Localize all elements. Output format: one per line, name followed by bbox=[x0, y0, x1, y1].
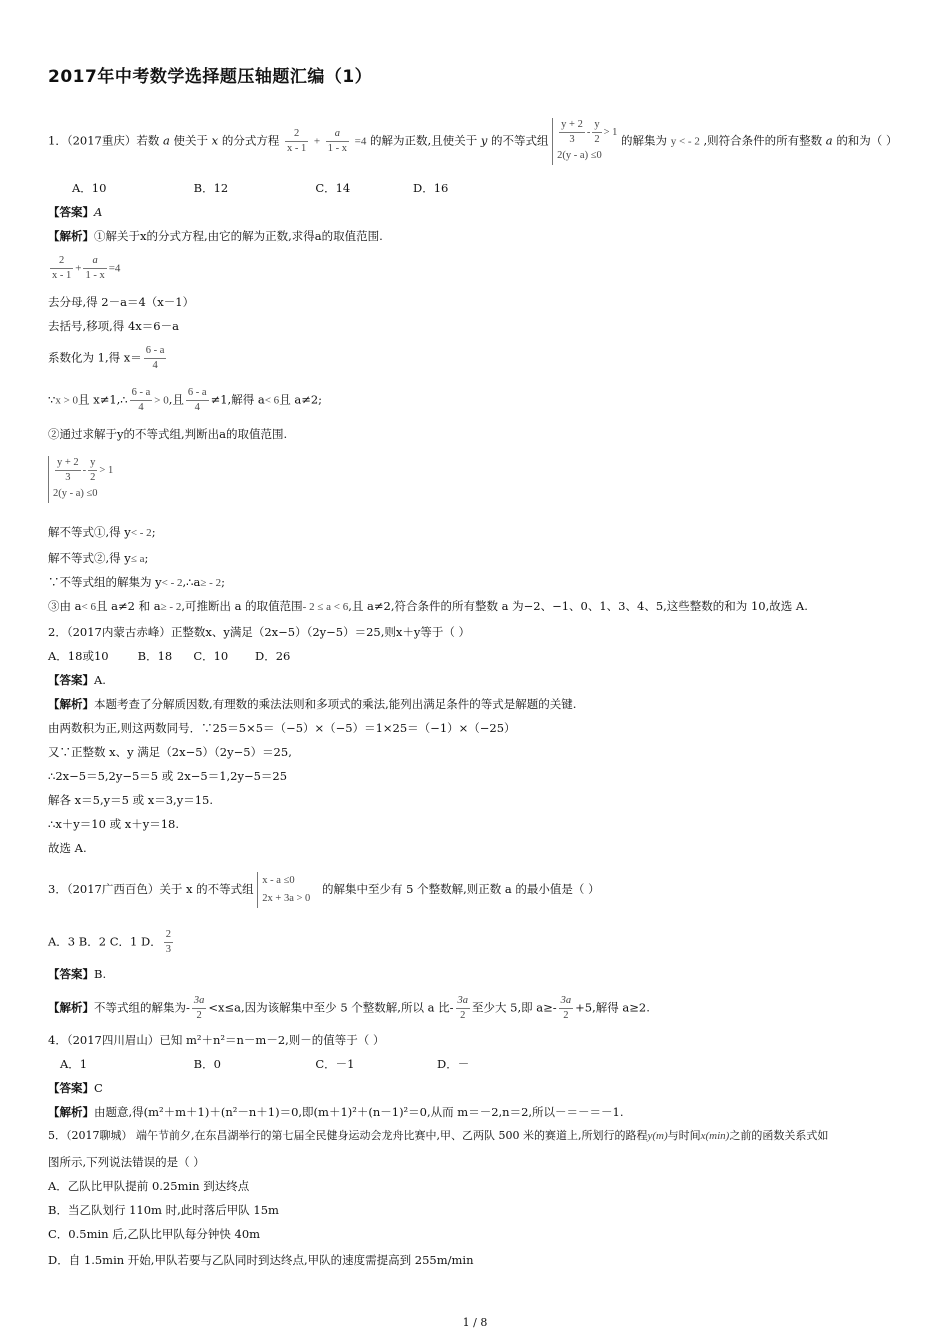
q1-analysis-line-1: 【解析】①解关于x的分式方程,由它的解为正数,求得a的取值范围. bbox=[48, 229, 383, 243]
q5-stem-line-2: 图所示,下列说法错误的是（ ） bbox=[48, 1155, 205, 1169]
q2-stem: 2．（2017内蒙古赤峰）正整数x、y满足（2x−5）（2y−5）＝25,则x＋y等于（ ） bbox=[48, 625, 471, 639]
q3-analysis: 【解析】不等式组的解集为- $\frac{3a}{2}$ <x≤a,因为该解集中至少 5 个整数解,所以 a 比- $\frac{3a}{2}$ 至少大 5,即 a≥- $\frac{3a}{2}$ +5,解得 a≥2. bbox=[48, 995, 650, 1021]
q4-answer: 【答案】C bbox=[48, 1081, 103, 1095]
q4-options bbox=[60, 1056, 469, 1072]
q5-option-b: B．当乙队划行 110m 时,此时落后甲队 15m bbox=[48, 1203, 279, 1217]
q1-analysis-system: $\frac{y + 2}{3}$ - $\frac{y}{2}$ > 1 2(y - a) ≤0 bbox=[48, 456, 113, 503]
q1-options bbox=[72, 180, 448, 196]
q1-option-d: D．16 bbox=[412, 181, 449, 195]
q1-analysis-line-9: 解不等式②,得 y≤ a; bbox=[48, 551, 149, 565]
q2-analysis-line-2: 由两数积为正,则这两数同号．∵25＝5×5＝（−5）×（−5）＝1×25＝（−1）×（−25） bbox=[48, 721, 516, 735]
page-number: 1 / 8 bbox=[462, 1316, 488, 1329]
q1-analysis-line-8: 解不等式①,得 y< - 2; bbox=[48, 525, 156, 539]
q1-option-a: A．10 bbox=[72, 181, 107, 195]
q2-analysis-line-6: ∴x＋y＝10 或 x＋y＝18. bbox=[48, 817, 180, 831]
q4-option-d: D．－ bbox=[436, 1057, 470, 1071]
q3-answer: 【答案】B. bbox=[48, 967, 107, 981]
q2-analysis-line-3: 又∵正整数 x、y 满足（2x−5）（2y−5）＝25, bbox=[48, 745, 292, 759]
q2-analysis-line-4: ∴2x−5＝5,2y−5＝5 或 2x−5＝1,2y−5＝25 bbox=[48, 769, 288, 783]
q2-analysis-line-5: 解各 x＝5,y＝5 或 x＝3,y＝15. bbox=[48, 793, 213, 807]
q1-analysis-line-11: ③由 a< 6且 a≠2 和 a≥ - 2,可推断出 a 的取值范围- 2 ≤ a < 6,且 a≠2,符合条件的所有整数 a 为−2、−1、0、1、3、4、5,这些整数的和为 10,故选 A. bbox=[48, 599, 808, 613]
q1-analysis-line-4: 去括号,移项,得 4x＝6－a bbox=[48, 319, 179, 333]
q2-analysis-line-1: 【解析】本题考查了分解质因数,有理数的乘法法则和多项式的乘法,能列出满足条件的等式是解题的关键. bbox=[48, 697, 577, 711]
q4-analysis: 【解析】由题意,得(m²＋m＋1)＋(n²－n＋1)＝0,即(m＋1)²＋(n－1)²＝0,从而 m＝－2,n＝2,所以－＝－＝－1. bbox=[48, 1105, 624, 1119]
q5-option-c: C．0.5min 后,乙队比甲队每分钟快 40m bbox=[48, 1227, 261, 1241]
q4-option-a: A．1 bbox=[60, 1057, 88, 1071]
q1-analysis-line-5: 系数化为 1,得 x＝ $\frac{6 - a}{4}$ bbox=[48, 345, 165, 371]
q4-option-c: C．－1 bbox=[315, 1057, 355, 1071]
q1-eq-frac1: $\frac{2}{x - 1}$ bbox=[286, 128, 307, 154]
q1-option-c: C．14 bbox=[315, 181, 351, 195]
q1-analysis-line-3: 去分母,得 2－a＝4（x－1） bbox=[48, 295, 195, 309]
q5-option-d: D．自 1.5min 开始,甲队若要与乙队同时到达终点,甲队的速度需提高到 255m/min bbox=[48, 1253, 474, 1267]
q2-option-a: A．18或10 bbox=[48, 649, 109, 663]
q1-inequality-system: $\frac{y + 2}{3}$ - $\frac{y}{2}$ > 1 2(y - a) ≤0 bbox=[552, 118, 617, 165]
q4-stem: 4．（2017四川眉山）已知 m²＋n²＝n－m－2,则－的值等于（ ） bbox=[48, 1033, 385, 1047]
q2-option-b: B．18 bbox=[137, 649, 173, 663]
q1-option-b: B．12 bbox=[193, 181, 229, 195]
page-title: 2017年中考数学选择题压轴题汇编（1） bbox=[48, 67, 373, 87]
q2-option-d: D．26 bbox=[254, 649, 291, 663]
q1-analysis-line-10: ∵不等式组的解集为 y< - 2,∴a≥ - 2; bbox=[48, 575, 225, 589]
q4-option-b: B．0 bbox=[193, 1057, 221, 1071]
q5-stem-line-1: 5．（2017聊城） 端午节前夕,在东昌湖举行的第七届全民健身运动会龙舟比赛中,甲、乙两队 500 米的赛道上,所划行的路程y(m)与时间x(min)之前的函数关系式如 bbox=[48, 1129, 829, 1142]
q1-analysis-line-7: ②通过求解于y的不等式组,判断出a的取值范围. bbox=[48, 427, 288, 441]
q1-analysis-line-6: ∵x > 0且 x≠1,∴ $\frac{6 - a}{4}$ > 0,且 $\frac{6 - a}{4}$ ≠1,解得 a< 6且 a≠2; bbox=[48, 387, 323, 413]
q1-stem: 1．（2017重庆）若数 a 使关于 x 的分式方程 $\frac{2}{x - 1}$ + $\frac{a}{1 - x}$ =4 的解为正数,且使关于 y 的不等式组 $\frac{y + 2}{3}$ - $\frac{y}{2}$ > 1 2(y - a) ≤0 的解集为 y < - 2 ,则符合条件的所有整数 a 的和为（ ） bbox=[48, 118, 897, 165]
q1-analysis-equation: $\frac{2}{x - 1}$ + $\frac{a}{1 - x}$ =4 bbox=[52, 255, 121, 281]
q2-answer: 【答案】A. bbox=[48, 673, 106, 687]
q1-answer: 【答案】A bbox=[48, 205, 103, 219]
q3-options: A．3 B．2 C．1 D． $\frac{2}{3}$ bbox=[48, 929, 171, 955]
q3-stem: 3．（2017广西百色）关于 x 的不等式组 x - a ≤0 2x + 3a > 0 的解集中至少有 5 个整数解,则正数 a 的最小值是（ ） bbox=[48, 872, 600, 908]
q2-option-c: C．10 bbox=[193, 649, 229, 663]
q2-analysis-line-7: 故选 A. bbox=[48, 841, 87, 855]
q1-eq-frac2: $\frac{a}{1 - x}$ bbox=[327, 128, 348, 154]
q2-options bbox=[48, 648, 290, 664]
q3-inequality-system: x - a ≤0 2x + 3a > 0 bbox=[257, 872, 310, 908]
q5-option-a: A．乙队比甲队提前 0.25min 到达终点 bbox=[48, 1179, 250, 1193]
